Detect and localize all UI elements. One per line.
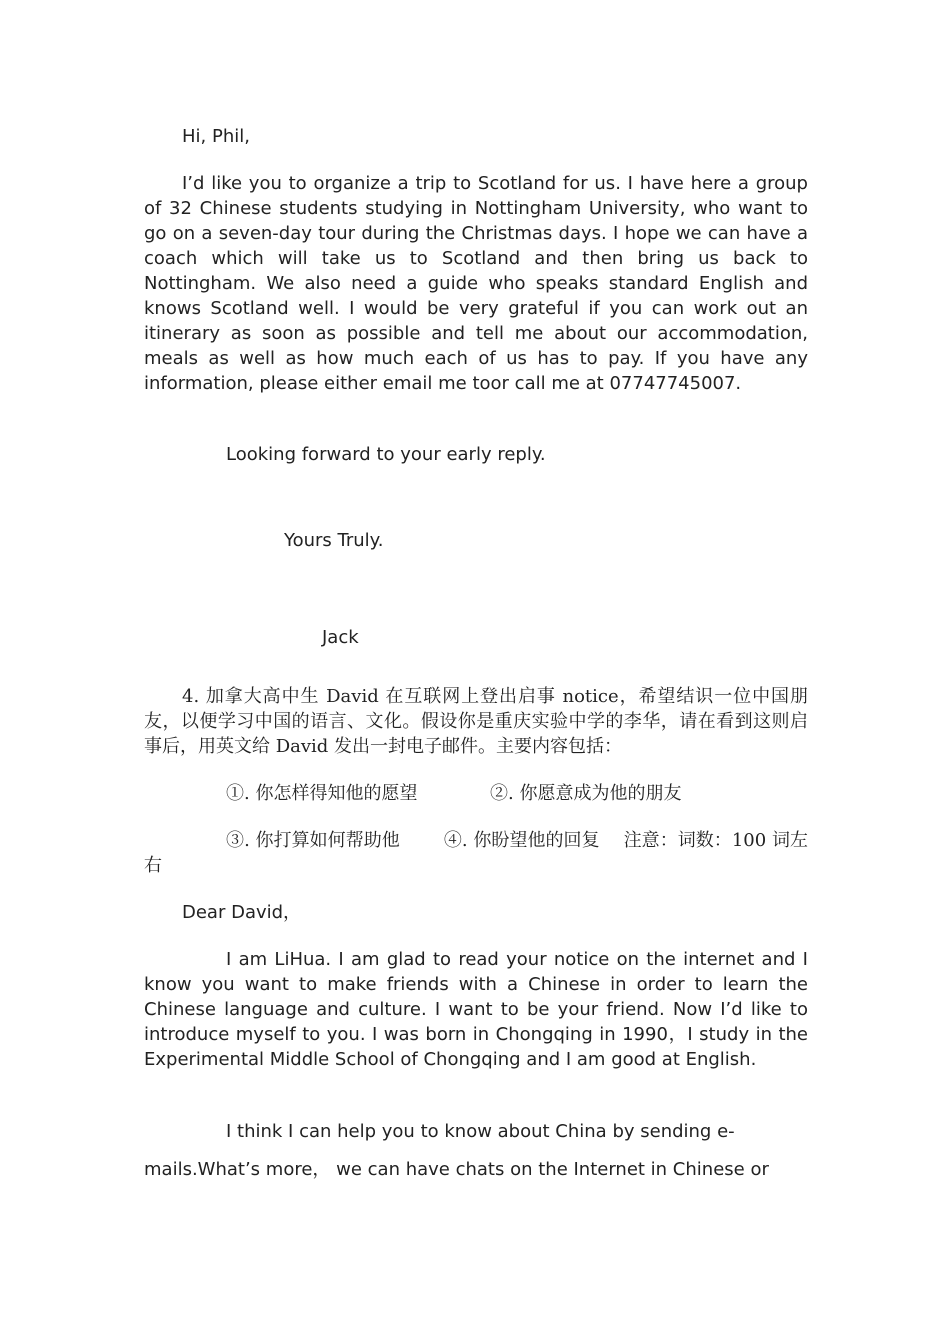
letter2-paragraph-1 xyxy=(144,947,808,1072)
letter1-closing-line: Looking forward to your early reply. xyxy=(226,444,546,465)
task4-prompt xyxy=(144,684,808,759)
task4-note: 注意：词数：100 词左右 xyxy=(144,830,808,876)
task4-points-row2 xyxy=(144,828,808,878)
task4-point-2: ②. 你愿意成为他的朋友 xyxy=(490,783,682,804)
task4-point-3: ③. 你打算如何帮助他 xyxy=(226,830,400,851)
letter2-paragraph-1-text: I am LiHua. I am glad to read your notice on the internet and I know you want to make friends with a Chinese in order to learn the Chinese language and culture. I want to be your friend. Now I’d like to introduce myself to you. I was born in Chongqing in 1990，I study in the Experimental Middle School of Chongqing and I am good at English. xyxy=(144,949,808,1070)
letter2-paragraph-2-line-2: mails.What’s more， we can have chats on the Internet in Chinese or xyxy=(144,1159,769,1180)
letter1-sign-off: Yours Truly. xyxy=(284,530,384,551)
letter1-body-text: I’d like you to organize a trip to Scotland for us. I have here a group of 32 Chinese students studying in Nottingham University, who want to go on a seven-day tour during the Christmas days. I hope we can have a coach which will take us to Scotland and then bring us back to Nottingham. We also need a guide who speaks standard English and knows Scotland well. I would be very grateful if you can work out an itinerary as soon as possible and tell me about our accommodation, meals as well as how much each of us has to pay. If you have any information, please either email me toor call me at 07747745007. xyxy=(144,173,808,394)
letter1-greeting: Hi, Phil, xyxy=(182,126,250,147)
task4-prompt-text: 4. 加拿大高中生 David 在互联网上登出启事 notice，希望结识一位中国朋友，以便学习中国的语言、文化。假设你是重庆实验中学的李华，请在看到这则启事后，用英文给 David 发出一封电子邮件。主要内容包括： xyxy=(144,686,808,757)
task4-point-1: ①. 你怎样得知他的愿望 xyxy=(226,783,418,804)
task4-point-4: ④. 你盼望他的回复 xyxy=(443,830,600,851)
letter1-body xyxy=(144,171,808,396)
letter2-greeting: Dear David， xyxy=(182,902,302,923)
letter1-signature: Jack xyxy=(322,627,359,648)
letter2-paragraph-2-line-1: I think I can help you to know about China by sending e- xyxy=(226,1121,735,1142)
